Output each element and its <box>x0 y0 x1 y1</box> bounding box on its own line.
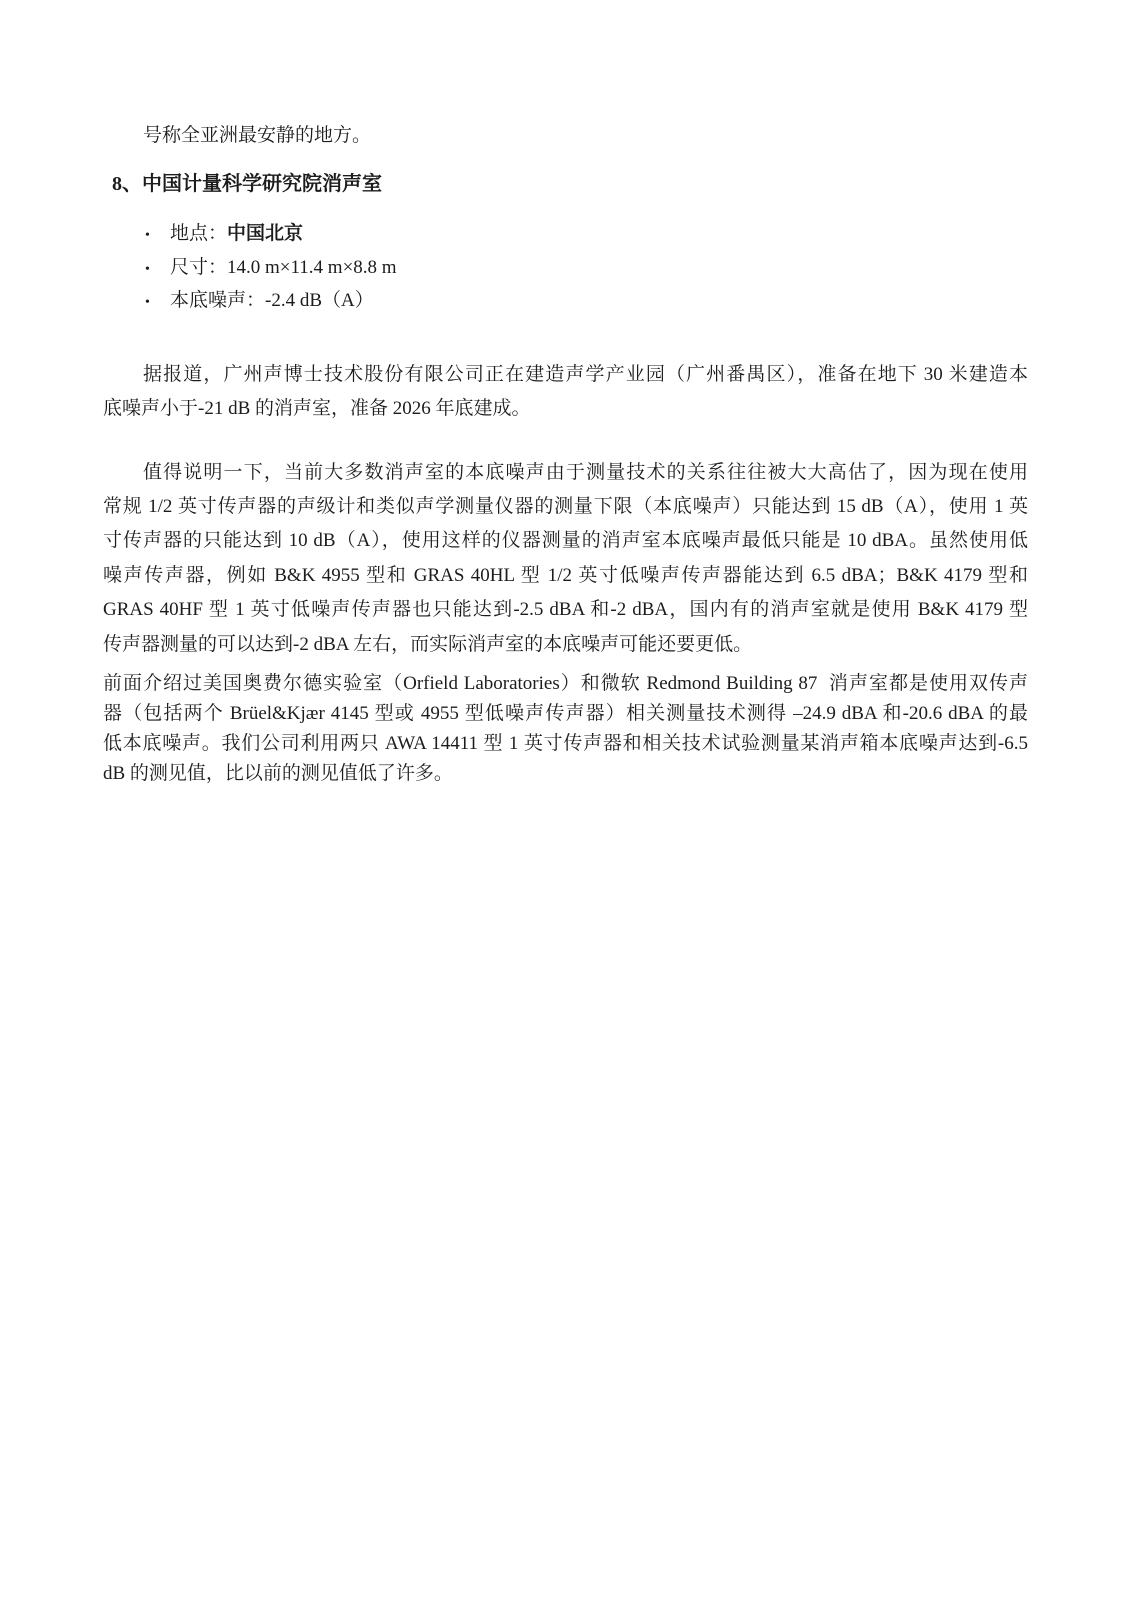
bullet-value: -2.4 dB（A） <box>265 290 374 311</box>
text-line: 前面介绍过美国奥费尔德实验室（Orfield Laboratories）和微软 Redmond Building 87 消声室都是使用双传声 <box>103 672 1028 694</box>
text-line: 器（包括两个 Brüel&Kjær 4145 型或 4955 型低噪声传声器）相关测量技术测得 –24.9 dBA 和-20.6 dBA 的最 <box>103 702 1028 724</box>
bullet-value: 14.0 m×11.4 m×8.8 m <box>227 256 397 278</box>
bullet-value: 中国北京 <box>227 223 304 244</box>
text-line: 寸传声器的只能达到 10 dB（A），使用这样的仪器测量的消声室本底噪声最低只能是 10 dBA。虽然使用低 <box>103 530 1028 552</box>
section-heading: 8、中国计量科学研究院消声室 <box>112 173 382 195</box>
bullet-icon: • <box>145 228 150 243</box>
text-line: GRAS 40HF 型 1 英寸低噪声传声器也只能达到-2.5 dBA 和-2 dBA，国内有的消声室就是使用 B&K 4179 型 <box>103 599 1028 621</box>
paragraph-measurement-note <box>103 456 1028 662</box>
bullet-text <box>170 218 303 250</box>
bullet-item-noise-floor <box>103 285 1028 319</box>
bullet-label: 地点： <box>170 223 228 244</box>
bullet-icon: • <box>145 295 150 310</box>
text-line: 低本底噪声。我们公司利用两只 AWA 14411 型 1 英寸传声器和相关技术试验测量某消声箱本底噪声达到-6.5 <box>103 732 1028 754</box>
paragraph-report <box>103 358 1028 426</box>
bullet-text <box>170 285 374 317</box>
text-line: 噪声传声器，例如 B&K 4955 型和 GRAS 40HL 型 1/2 英寸低噪声传声器能达到 6.5 dBA；B&K 4179 型和 <box>103 564 1028 586</box>
text-line: 常规 1/2 英寸传声器的声级计和类似声学测量仪器的测量下限（本底噪声）只能达到 15 dB（A），使用 1 英 <box>103 495 1028 517</box>
bullet-item-location <box>103 218 1028 252</box>
paragraph-tail-line: 号称全亚洲最安静的地方。 <box>143 125 372 146</box>
bullet-label: 本底噪声： <box>170 290 266 311</box>
bullet-item-size <box>103 252 1028 286</box>
text-line: 值得说明一下，当前大多数消声室的本底噪声由于测量技术的关系往往被大大高估了，因为现在使用 <box>143 461 1028 483</box>
text-line: 据报道，广州声博士技术股份有限公司正在建造声学产业园（广州番禺区），准备在地下 30 米建造本 <box>143 363 1028 385</box>
bullet-text <box>170 252 397 284</box>
paragraph-comparison <box>103 669 1028 789</box>
text-line: 传声器测量的可以达到-2 dBA 左右，而实际消声室的本底噪声可能还要更低。 <box>103 633 753 655</box>
bullet-icon: • <box>145 261 150 277</box>
text-line: dB 的测见值，比以前的测见值低了许多。 <box>103 762 453 784</box>
bullet-list <box>103 218 1028 319</box>
bullet-label: 尺寸： <box>170 256 228 278</box>
text-line: 底噪声小于-21 dB 的消声室，准备 2026 年底建成。 <box>103 397 531 419</box>
